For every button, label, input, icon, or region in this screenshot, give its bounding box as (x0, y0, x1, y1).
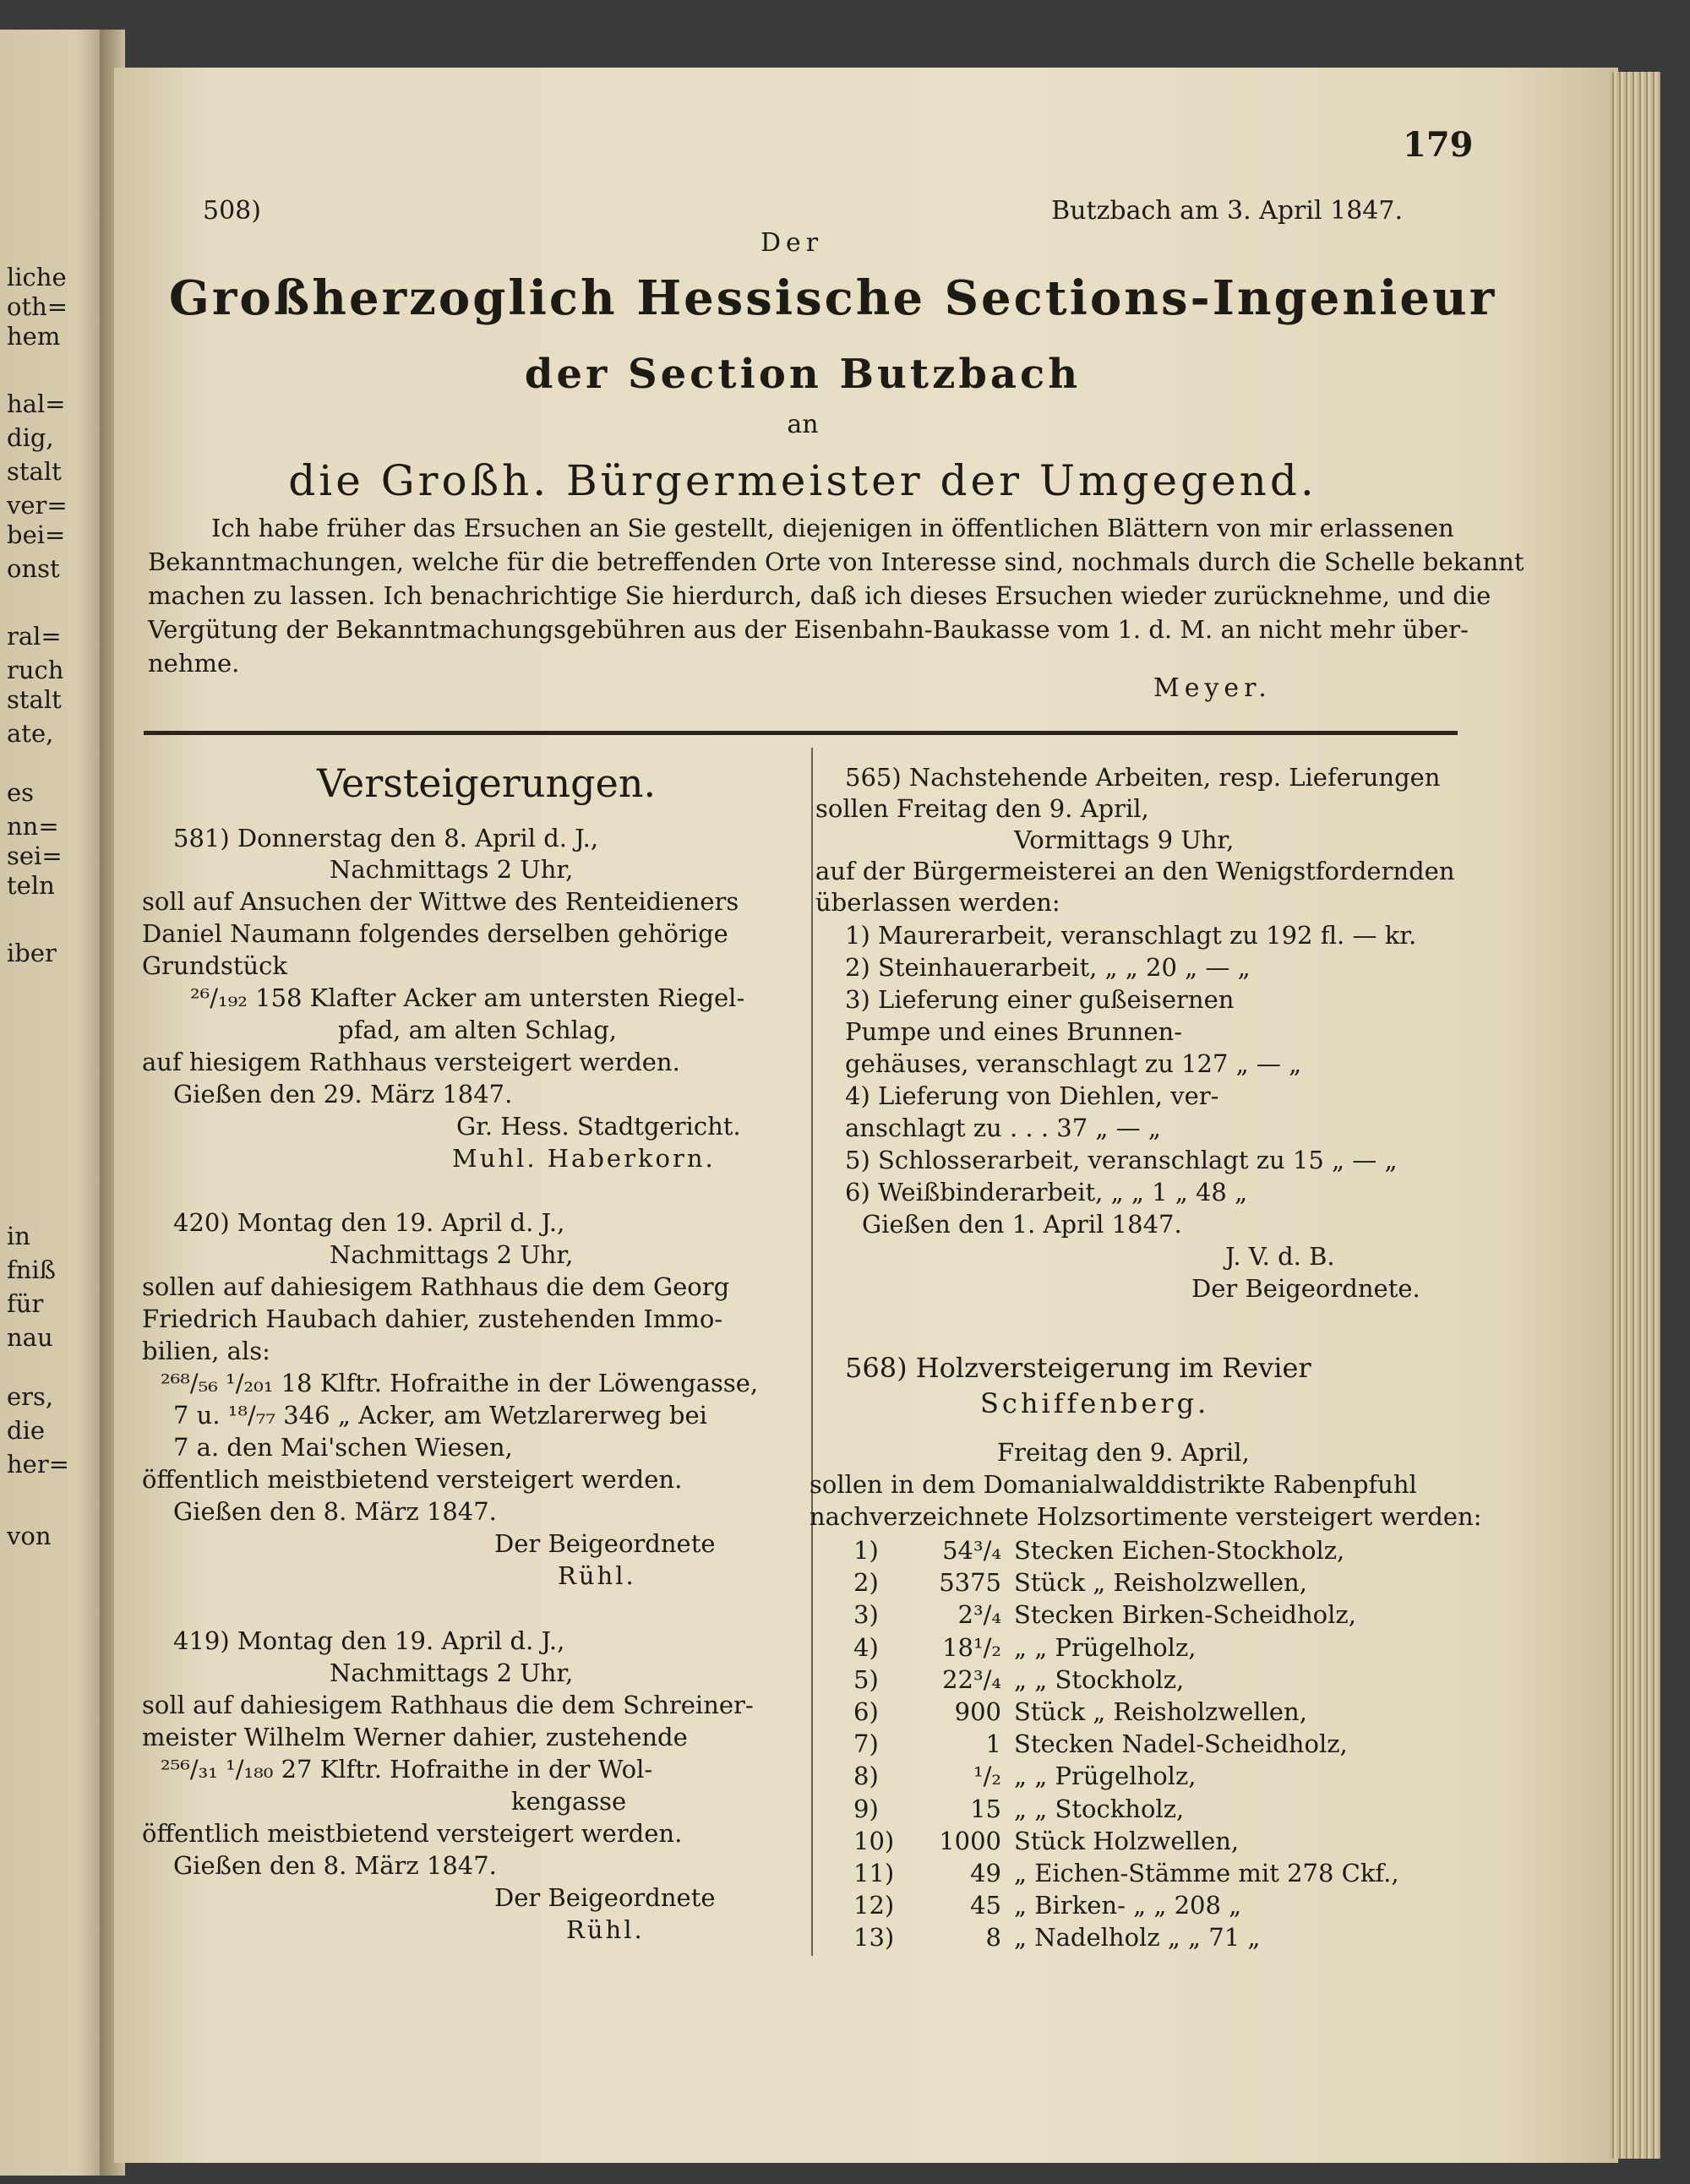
lot-description: „ „ Stockholz, (1014, 1664, 1185, 1694)
lot-quantity: 15 (970, 1794, 1001, 1823)
lot-quantity: ¹/₂ (973, 1762, 1001, 1791)
title-an: an (787, 410, 819, 439)
lot-description: „ Nadelholz „ „ 71 „ (1014, 1923, 1261, 1953)
auction-419-line: meister Wilhelm Werner dahier, zustehende (142, 1723, 688, 1751)
notice-568-line: Schiffenberg. (980, 1387, 1210, 1419)
notice-body-line: Bekanntmachungen, welche für die betreffenden Orte von Interesse sind, nochmals durch die Schelle bekannt (148, 547, 1524, 576)
auction-581-line: Grundstück (142, 951, 287, 980)
work-item: 6) Weißbinderarbeit, „ „ 1 „ 48 „ (845, 1178, 1248, 1206)
work-item: 1) Maurerarbeit, veranschlagt zu 192 fl. — kr. (845, 921, 1417, 950)
section-rule (144, 731, 1458, 735)
lot-description: „ „ Prügelholz, (1014, 1762, 1197, 1791)
title-line-3: die Großh. Bürgermeister der Umgegend. (288, 456, 1317, 505)
notice-565-line: 565) Nachstehende Arbeiten, resp. Lieferungen (845, 763, 1441, 792)
left-fragment: iber (7, 939, 57, 967)
work-item: 2) Steinhauerarbeit, „ „ 20 „ — „ (845, 953, 1251, 982)
lot-number: 2) (853, 1568, 879, 1598)
lot-description: Stecken Birken-Scheidholz, (1014, 1600, 1356, 1630)
auction-419-line: Nachmittags 2 Uhr, (330, 1658, 574, 1687)
lot-description: Stecken Nadel-Scheidholz, (1014, 1729, 1348, 1759)
auction-420-line: bilien, als: (142, 1337, 270, 1365)
left-fragment: dig, (7, 423, 54, 452)
lot-description: Stück Holzwellen, (1014, 1826, 1240, 1855)
lot-number: 5) (853, 1664, 879, 1694)
auction-581-line: soll auf Ansuchen der Wittwe des Renteidieners (142, 887, 739, 916)
lot-description: „ Eichen-Stämme mit 278 Ckf., (1014, 1859, 1399, 1887)
left-fragment: bei= (7, 520, 66, 549)
left-fragment: in (7, 1222, 30, 1250)
left-fragment: stalt (7, 457, 62, 486)
auction-581-line: ²⁶/₁₉₂ 158 Klafter Acker am untersten Riegel- (190, 983, 745, 1012)
notice-body-line: nehme. (148, 649, 240, 678)
auction-419-line: Der Beigeordnete (494, 1883, 716, 1912)
work-item: 5) Schlosserarbeit, veranschlagt zu 15 „ — „ (845, 1146, 1398, 1174)
left-fragment: liche (7, 263, 67, 291)
left-fragment: teln (7, 871, 55, 900)
work-item: 3) Lieferung einer gußeisernen (845, 985, 1235, 1014)
lot-number: 12) (853, 1891, 895, 1920)
work-item: 4) Lieferung von Diehlen, ver- (845, 1081, 1219, 1110)
left-fragment: onst (7, 554, 60, 583)
notice-568-line: Freitag den 9. April, (997, 1438, 1250, 1467)
work-item: gehäuses, veranschlagt zu 127 „ — „ (845, 1049, 1302, 1078)
notice-body-line: Vergütung der Bekanntmachungsgebühren aus der Eisenbahn-Baukasse vom 1. d. M. an nicht mehr über- (148, 615, 1469, 644)
notice-568-line: nachverzeichnete Holzsortimente versteigert werden: (810, 1502, 1482, 1531)
auction-420-line: Nachmittags 2 Uhr, (330, 1240, 574, 1269)
lot-quantity: 5375 (939, 1568, 1001, 1598)
left-fragment: hal= (7, 389, 66, 418)
auction-581-line: auf hiesigem Rathhaus versteigert werden. (142, 1048, 680, 1076)
lot-number: 8) (853, 1762, 879, 1791)
left-fragment: nau (7, 1323, 53, 1352)
left-page-edge (0, 30, 110, 2176)
left-fragment: oth= (7, 292, 68, 321)
left-fragment: nn= (7, 812, 59, 841)
lot-quantity: 900 (954, 1697, 1001, 1726)
lot-quantity: 2³/₄ (957, 1600, 1001, 1630)
notice-body-line: Ich habe früher das Ersuchen an Sie gestellt, diejenigen in öffentlichen Blättern von mir erlassenen (211, 514, 1454, 542)
notice-body-line: machen zu lassen. Ich benachrichtige Sie hierdurch, daß ich dieses Ersuchen wieder zurücknehme, und die (148, 581, 1491, 610)
lot-number: 9) (853, 1794, 879, 1823)
work-item: anschlagt zu . . . 37 „ — „ (845, 1114, 1161, 1142)
page-number: 179 (1403, 125, 1474, 165)
auction-420-line: Der Beigeordnete (494, 1529, 716, 1558)
left-fragment: von (7, 1522, 52, 1550)
lot-quantity: 45 (970, 1891, 1001, 1920)
work-item: Pumpe und eines Brunnen- (845, 1017, 1182, 1046)
auction-419-line: ²⁵⁶/₃₁ ¹/₁₈₀ 27 Klftr. Hofraithe in der Wol- (161, 1755, 653, 1784)
auction-420-line: Gießen den 8. März 1847. (173, 1497, 497, 1526)
lot-number: 7) (853, 1729, 879, 1759)
auction-419-line: kengasse (511, 1787, 627, 1816)
auction-420-line: sollen auf dahiesigem Rathhaus die dem Georg (142, 1272, 730, 1301)
lot-quantity: 8 (985, 1923, 1001, 1953)
title-der: Der (760, 228, 824, 258)
left-fragment: es (7, 778, 35, 807)
notice-565-signature: Der Beigeordnete. (1191, 1274, 1420, 1303)
auction-581-line: Daniel Naumann folgendes derselben gehörige (142, 919, 728, 948)
auction-420-line: ²⁶⁸/₅₆ ¹/₂₀₁ 18 Klftr. Hofraithe in der Löwengasse, (161, 1369, 759, 1397)
auction-581-line: 581) Donnerstag den 8. April d. J., (173, 824, 599, 852)
lot-number: 4) (853, 1632, 879, 1662)
notice-565-line: Vormittags 9 Uhr, (1014, 825, 1235, 854)
notice-565-line: sollen Freitag den 9. April, (815, 794, 1149, 823)
lot-quantity: 1 (985, 1729, 1001, 1759)
lot-number: 6) (853, 1697, 879, 1726)
notice-565-date: Gießen den 1. April 1847. (862, 1210, 1182, 1239)
lot-quantity: 49 (970, 1859, 1001, 1887)
auction-420-line: Friedrich Haubach dahier, zustehenden Immo- (142, 1304, 723, 1333)
lot-number: 13) (853, 1923, 895, 1953)
place-date: Butzbach am 3. April 1847. (1051, 196, 1403, 226)
lot-quantity: 54³/₄ (942, 1536, 1001, 1565)
lot-description: Stück „ Reisholzwellen, (1014, 1568, 1307, 1598)
notice-number: 508) (203, 196, 261, 226)
auction-419-line: Gießen den 8. März 1847. (173, 1851, 497, 1880)
page-edges (1610, 72, 1660, 2159)
lot-quantity: 18¹/₂ (942, 1632, 1001, 1662)
title-line-2: der Section Butzbach (524, 351, 1082, 398)
left-fragment: ver= (7, 491, 68, 520)
auction-581-line: Gr. Hess. Stadtgericht. (456, 1112, 741, 1141)
auction-419-line: 419) Montag den 19. April d. J., (173, 1626, 565, 1655)
notice-565-signature: J. V. d. B. (1225, 1242, 1335, 1271)
section-heading: Versteigerungen. (317, 760, 657, 806)
left-fragment: ruch (7, 656, 64, 684)
auction-581-line: Nachmittags 2 Uhr, (330, 855, 574, 884)
lot-description: Stecken Eichen-Stockholz, (1014, 1536, 1345, 1565)
notice-568-line: sollen in dem Domanialwalddistrikte Rabenpfuhl (810, 1470, 1417, 1499)
notice-565-line: auf der Bürgermeisterei an den Wenigstfordernden (815, 857, 1455, 885)
lot-description: „ „ Stockholz, (1014, 1794, 1185, 1823)
left-fragment: für (7, 1289, 44, 1318)
left-fragment: die (7, 1416, 46, 1445)
left-fragment: ate, (7, 719, 54, 748)
title-line-1: Großherzoglich Hessische Sections-Ingenieur (169, 270, 1497, 326)
auction-420-line: 7 a. den Mai'schen Wiesen, (173, 1433, 513, 1462)
lot-description: „ Birken- „ „ 208 „ (1014, 1891, 1242, 1920)
left-fragment: her= (7, 1450, 70, 1479)
left-fragment: ers, (7, 1382, 54, 1411)
left-fragment: hem (7, 322, 61, 351)
auction-419-line: soll auf dahiesigem Rathhaus die dem Schreiner- (142, 1691, 754, 1719)
auction-420-line: 7 u. ¹⁸/₇₇ 346 „ Acker, am Wetzlarerweg bei (173, 1401, 707, 1430)
auction-581-line: pfad, am alten Schlag, (338, 1016, 618, 1044)
lot-quantity: 22³/₄ (942, 1664, 1001, 1694)
lot-number: 1) (853, 1536, 879, 1565)
auction-581-line: Muhl. Haberkorn. (452, 1144, 716, 1173)
column-divider (811, 748, 813, 1956)
auction-420-line: Rühl. (558, 1561, 636, 1590)
auction-419-line: öffentlich meistbietend versteigert werden. (142, 1819, 683, 1848)
signature-meyer: Meyer. (1153, 673, 1272, 703)
notice-568-line: 568) Holzversteigerung im Revier (845, 1352, 1311, 1384)
auction-420-line: öffentlich meistbietend versteigert werden. (142, 1465, 683, 1494)
left-fragment: fniß (7, 1255, 57, 1284)
left-fragment: sei= (7, 841, 63, 870)
left-fragment: stalt (7, 685, 62, 714)
lot-description: Stück „ Reisholzwellen, (1014, 1697, 1307, 1726)
lot-number: 11) (853, 1859, 895, 1887)
lot-number: 3) (853, 1600, 879, 1630)
lot-quantity: 1000 (939, 1826, 1001, 1855)
auction-419-line: Rühl. (566, 1915, 645, 1944)
lot-description: „ „ Prügelholz, (1014, 1632, 1197, 1662)
auction-420-line: 420) Montag den 19. April d. J., (173, 1208, 565, 1237)
auction-581-line: Gießen den 29. März 1847. (173, 1080, 513, 1108)
notice-565-line: überlassen werden: (815, 888, 1060, 917)
lot-number: 10) (853, 1826, 895, 1855)
left-fragment: ral= (7, 622, 62, 651)
